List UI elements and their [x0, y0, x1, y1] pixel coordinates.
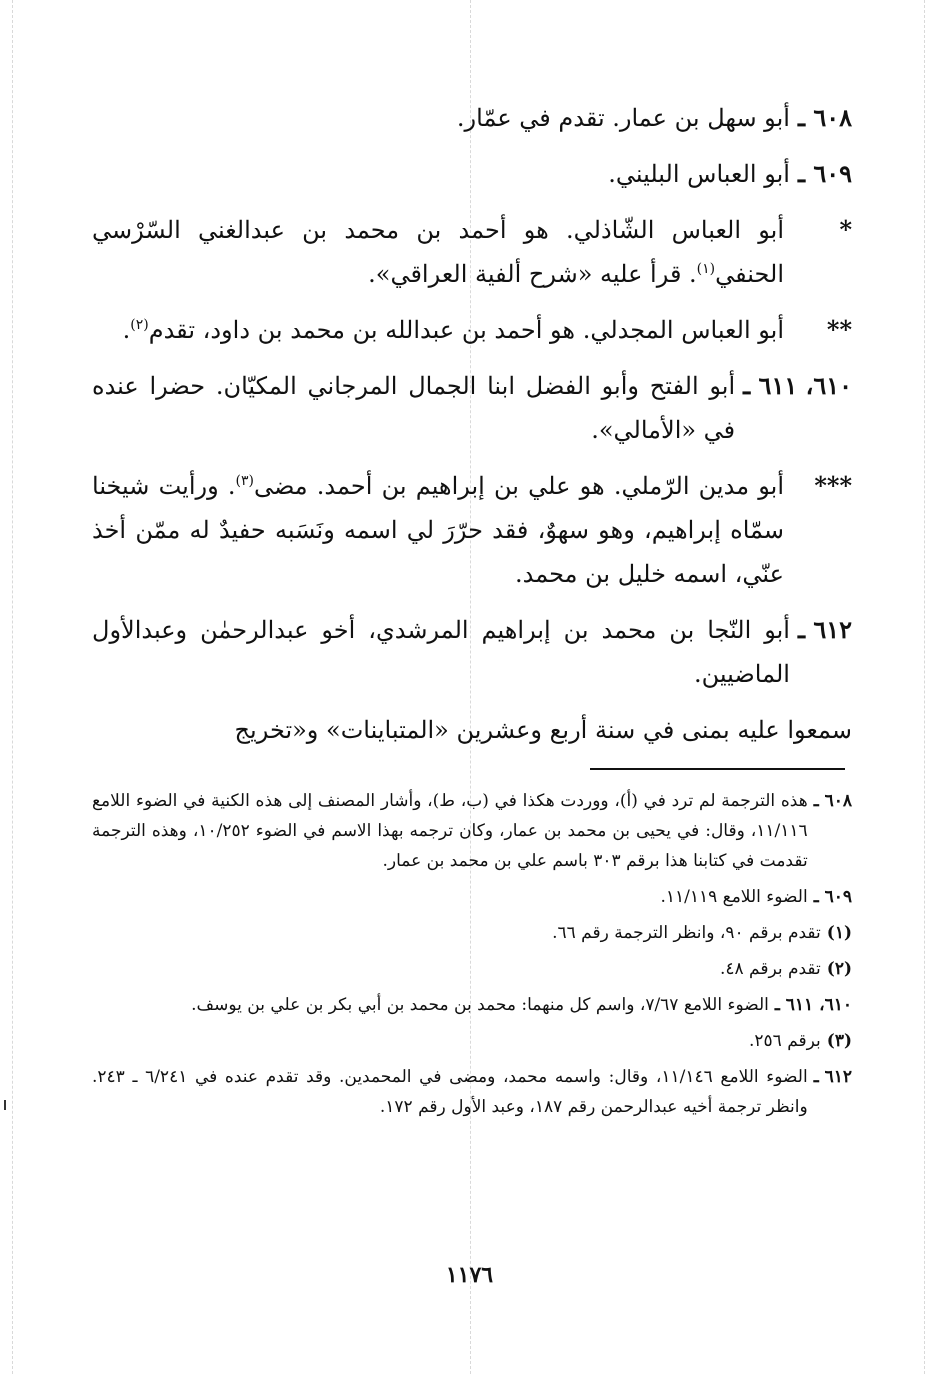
entry-text: [92, 464, 784, 596]
footnote: [92, 918, 852, 948]
footnote-number: ٦١٢ ـ: [813, 1067, 852, 1087]
entry-text: [92, 208, 784, 296]
scan-mark: [4, 1100, 6, 1110]
footnote-ref: (٢): [130, 317, 149, 333]
entry-text-part: أبو العباس المجدلي. هو أحمد بن عبدالله بن محمد بن داود، تقدم: [148, 316, 784, 344]
main-text: [92, 96, 852, 764]
footnote-text: تقدم برقم ٤٨.: [719, 959, 821, 979]
page-number: ١١٧٦: [445, 1262, 494, 1288]
entry-marker: *: [839, 215, 852, 244]
footnote: [92, 786, 852, 876]
entry-text: [92, 308, 784, 352]
footnote: [92, 990, 852, 1020]
entry-marker: **: [826, 315, 852, 344]
footnote-text: هذه الترجمة لم ترد في (أ)، ووردت هكذا في (ب، ط)، وأشار المصنف إلى هذه الكنية في الضوء اللامع ١١/١١٦، وقال: في يحيى بن محمد بن عمار، وكان ترجمه بهذا الاسم في الضوء ١٠/٢٥٢، وهذه الترجمة تقدمت في كتابنا هذا برقم ٣٠٣ باسم علي بن محمد بن عمار.: [92, 791, 808, 871]
footnote-number: (٣): [826, 1031, 852, 1051]
entry-text: أبو الفتح وأبو الفضل ابنا الجمال المرجاني المكيّان. حضرا عنده في «الأمالي».: [92, 372, 736, 444]
entry-text-part: . قرأ عليه «شرح ألفية العراقي».: [368, 260, 697, 288]
footnote-number: (١): [826, 923, 852, 943]
entry-number: ٦١٠، ٦١١ ـ: [743, 371, 852, 400]
entry-text-part: .: [122, 316, 131, 344]
continuation-text: سمعوا عليه بمنى في سنة أربع وعشرين «المتباينات» و«تخريج: [234, 716, 852, 744]
entry-marker: ***: [814, 471, 852, 500]
footnote: [92, 1062, 852, 1122]
footnote-ref: (٣): [235, 473, 254, 489]
footnote-text: الضوء اللامع ١١/١١٩.: [660, 887, 808, 907]
entry-text: أبو العباس البليني.: [608, 160, 790, 188]
footnote-number: (٢): [826, 959, 852, 979]
entry-text-part: . ورأيت شيخنا سمّاه إبراهيم، وهو سهوٌ، فقد حرّرَ لي اسمه ونَسَبه حفيدٌ له ممّن أخذ عنّي، اسمه خليل بن محمد.: [92, 472, 784, 588]
footnote-text: الضوء اللامع ١١/١٤٦، وقال: واسمه محمد، ومضى في المحمدين. وقد تقدم عنده في ٦/٢٤١ ـ ٢٤٣. وانظر ترجمة أخيه عبدالرحمن رقم ١٨٧، وعبد الأول رقم ١٧٢.: [92, 1067, 808, 1117]
footnote-text: تقدم برقم ٩٠، وانظر الترجمة رقم ٦٦.: [552, 923, 821, 943]
footnote-number: ٦١٠، ٦١١ ـ: [774, 995, 852, 1015]
footnote-text: الضوء اللامع ٧/٦٧، واسم كل منهما: محمد بن محمد بن أبي بكر بن علي بن يوسف.: [191, 995, 769, 1015]
footnote-ref: (١): [696, 261, 716, 277]
footnote: [92, 882, 852, 912]
entry-608: [92, 96, 852, 140]
entry-number: ٦٠٨ ـ: [797, 103, 852, 132]
entry-text-part: أبو مدين الرّملي. هو علي بن إبراهيم بن أحمد. مضى: [253, 472, 784, 500]
scan-guide-line: [924, 0, 925, 1374]
footnote: [92, 1026, 852, 1056]
entry-text-part: أبو العباس الشّاذلي. هو أحمد بن محمد بن عبدالغني السّرْسي الحنفي: [92, 216, 784, 288]
entry-612: [92, 608, 852, 696]
entry-number: ٦٠٩ ـ: [797, 159, 852, 188]
footnotes: [92, 786, 852, 1128]
entry-text: أبو النّجا بن محمد بن إبراهيم المرشدي، أخو عبدالرحمٰن وعبدالأول الماضيين.: [92, 616, 790, 688]
entry-ramli: [92, 464, 852, 596]
entry-610-611: [92, 364, 852, 452]
footnote-separator: [590, 768, 845, 770]
continuation-paragraph: [92, 708, 852, 752]
entry-majdali: [92, 308, 852, 352]
footnote-number: ٦٠٩ ـ: [813, 887, 852, 907]
scan-guide-line: [12, 0, 13, 1374]
entry-number: ٦١٢ ـ: [797, 615, 852, 644]
entry-shadhili: [92, 208, 852, 296]
footnote: [92, 954, 852, 984]
entry-text: أبو سهل بن عمار. تقدم في عمّار.: [456, 104, 790, 132]
entry-609: [92, 152, 852, 196]
footnote-text: برقم ٢٥٦.: [748, 1031, 821, 1051]
footnote-number: ٦٠٨ ـ: [813, 791, 852, 811]
